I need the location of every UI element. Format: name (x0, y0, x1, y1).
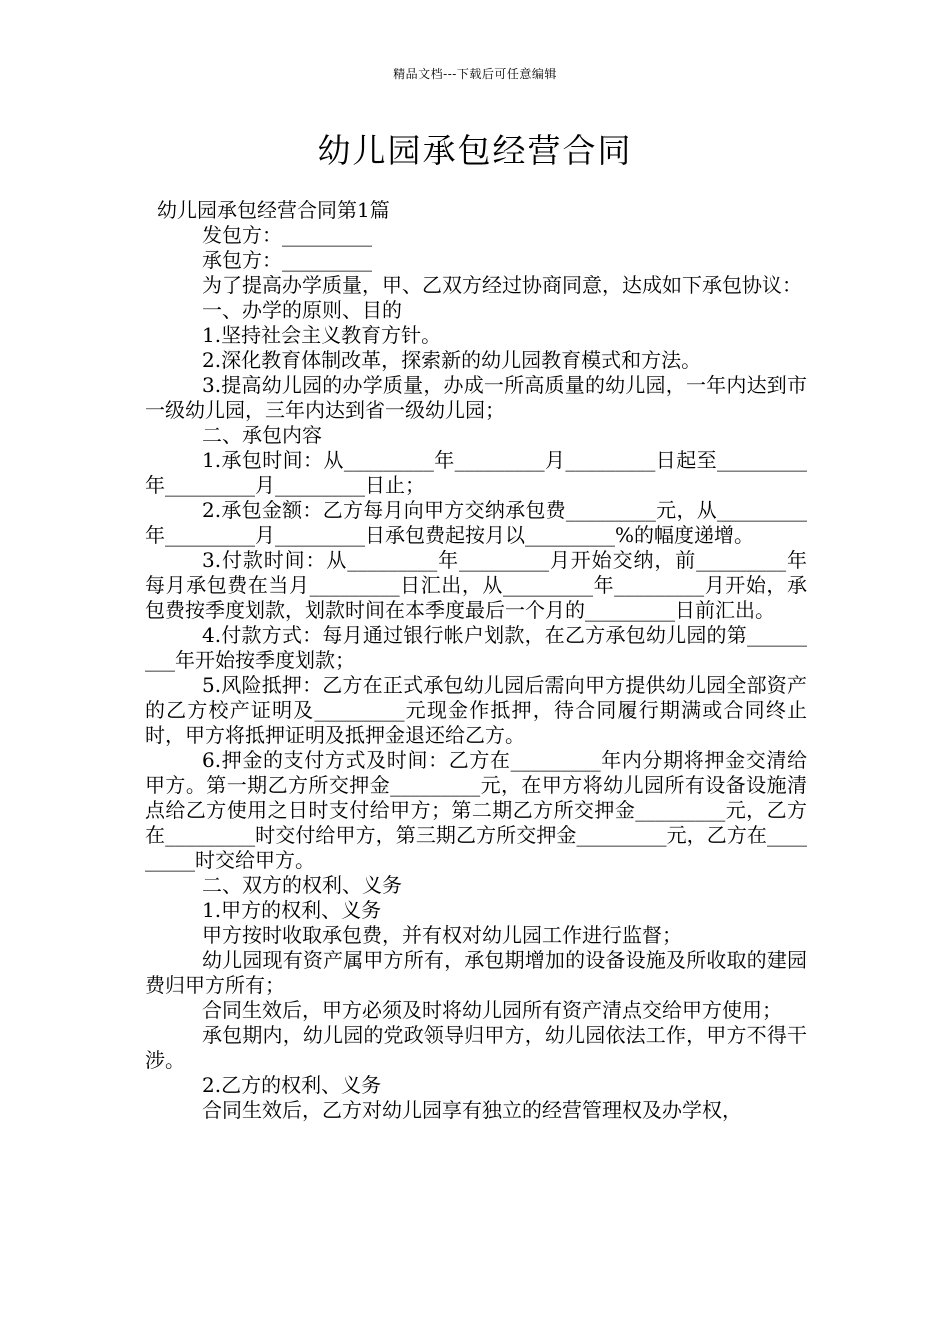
paragraph: 5.风险抵押：乙方在正式承包幼儿园后需向甲方提供幼儿园全部资产的乙方校产证明及_________元现金作抵押，待合同履行期满或合同终止时，甲方将抵押证明及抵押金退还给乙方。 (145, 673, 807, 747)
paragraph: 幼儿园现有资产属甲方所有，承包期增加的设备设施及所收取的建园费归甲方所有； (145, 948, 807, 997)
paragraph: 1.承包时间：从_________年_________月_________日起至_________年_________月_________日止； (145, 448, 807, 497)
paragraph: 6.押金的支付方式及时间：乙方在_________年内分期将押金交清给甲方。第一期乙方所交押金_________元，在甲方将幼儿园所有设备设施清点给乙方使用之日时支付给甲方；第二期乙方所交押金_________元，乙方在_________时交付给甲方，第三期乙方所交押金_________元，乙方在_________时交给甲方。 (145, 748, 807, 872)
paragraph: 1.坚持社会主义教育方针。 (202, 323, 442, 347)
paragraph: 3.付款时间：从_________年_________月开始交纳，前_________年每月承包费在当月_________日汇出，从_________年_________月开始，承包费按季度划款，划款时间在本季度最后一个月的_________日前汇出。 (145, 548, 807, 622)
document-body (145, 198, 807, 1123)
paragraph: 承包期内，幼儿园的党政领导归甲方，幼儿园依法工作，甲方不得干涉。 (145, 1023, 807, 1072)
paragraph: 2.承包金额：乙方每月向甲方交纳承包费_________元，从_________年_________月_________日承包费起按月以_________%的幅度递增。 (145, 498, 807, 547)
paragraph: 发包方：_________ (202, 223, 372, 247)
paragraph: 合同生效后，乙方对幼儿园享有独立的经营管理权及办学权， (202, 1098, 742, 1122)
paragraph: 为了提高办学质量，甲、乙双方经过协商同意，达成如下承包协议： (202, 273, 802, 297)
paragraph: 甲方按时收取承包费，并有权对幼儿园工作进行监督； (202, 923, 682, 947)
paragraph: 二、双方的权利、义务 (202, 873, 402, 897)
paragraph: 2.深化教育体制改革，探索新的幼儿园教育模式和方法。 (202, 348, 702, 372)
paragraph: 2.乙方的权利、义务 (202, 1073, 382, 1097)
paragraph: 3.提高幼儿园的办学质量，办成一所高质量的幼儿园，一年内达到市一级幼儿园，三年内达到省一级幼儿园； (145, 373, 807, 422)
paragraph: 承包方：_________ (202, 248, 372, 272)
paragraph: 合同生效后，甲方必须及时将幼儿园所有资产清点交给甲方使用； (202, 998, 782, 1022)
paragraph: 4.付款方式：每月通过银行帐户划款，在乙方承包幼儿园的第_________年开始按季度划款； (145, 623, 807, 672)
section-heading: 幼儿园承包经营合同第1篇 (157, 198, 390, 222)
paragraph: 1.甲方的权利、义务 (202, 898, 382, 922)
paragraph: 二、承包内容 (202, 423, 322, 447)
page-header: 精品文档---下载后可任意编辑 (393, 67, 557, 81)
document-title: 幼儿园承包经营合同 (317, 131, 633, 170)
paragraph: 一、办学的原则、目的 (202, 298, 402, 322)
